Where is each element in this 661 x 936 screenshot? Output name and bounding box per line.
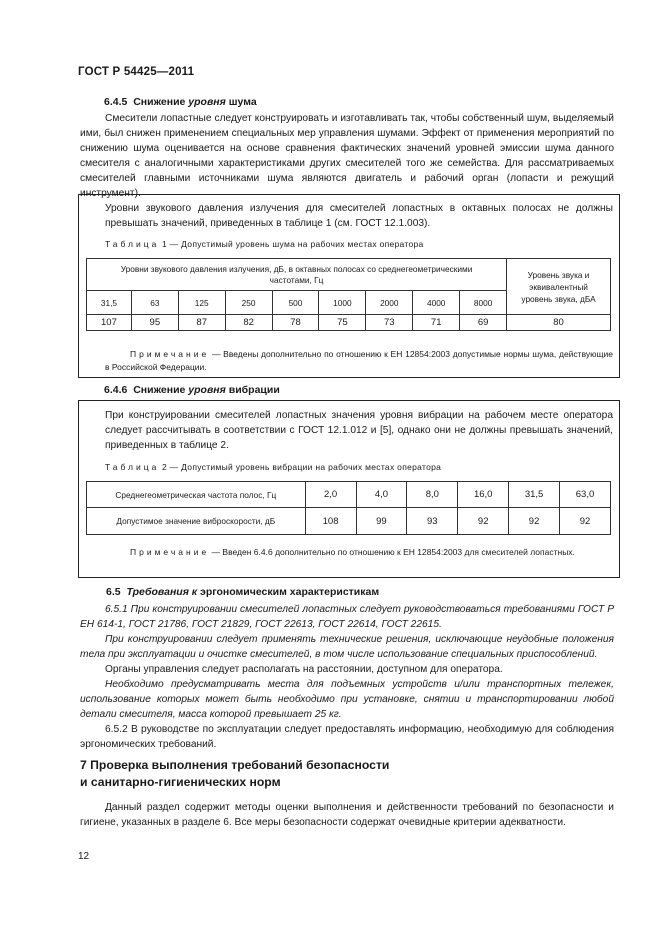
value-cell: 82: [225, 315, 272, 331]
freq-cell: 2,0: [305, 482, 356, 508]
row-label: Среднегеометрическая частота полос, Гц: [87, 482, 306, 508]
value-cell: 92: [458, 508, 509, 535]
heading-line: и санитарно-гигиенических норм: [80, 775, 281, 789]
freq-cell: 8000: [460, 291, 507, 315]
section-7-paragraph: [80, 800, 614, 830]
inserted-text-box-vibration: [78, 400, 620, 578]
heading-part: вибрации: [225, 384, 280, 396]
heading-part: Снижение: [133, 96, 189, 108]
note-rest: — Введены дополнительно по отношению к ЕН 12854:2003 допустимые нормы шума, действующие в Российской Федерации.: [105, 349, 613, 372]
value-cell: 99: [356, 508, 407, 535]
paragraph-text: Смесители лопастные следует конструировать и изготавливать так, чтобы собственный шум, выделяемый ими, был снижен применением специальных мер управления шумами. Эффект от применения мероприятий по снижению шума оценивается на основе сравнения фактических значений уровней эмиссии шума данного смесителя с аналогичными характеристиками других смесителей того же семейства. Для рассматриваемых смесителей главными источниками шума являются двигатель и рабочий орган (лопасти и режущий инструмент).: [80, 113, 614, 199]
total-level-cell: 80: [507, 315, 611, 331]
row-label: Допустимое значение виброскорости, дБ: [87, 508, 306, 535]
freq-cell: 63,0: [560, 482, 611, 508]
paragraph-6-5-1: 6.5.1 При конструировании смесителей лопастных следует руководствоваться требованиями ГОСТ Р ЕН 614-1, ГОСТ 21786, ГОСТ 21829, ГОСТ 22613, ГОСТ 22614, ГОСТ 22615.: [80, 604, 614, 630]
freq-cell: 4,0: [356, 482, 407, 508]
freq-cell: 8,0: [407, 482, 458, 508]
section-6-5-heading: [106, 586, 379, 598]
section-6-4-5-paragraph: [80, 111, 614, 201]
freq-cell: 31,5: [509, 482, 560, 508]
value-cell: 107: [87, 315, 132, 331]
freq-cell: 31,5: [87, 291, 132, 315]
heading-line: 7 Проверка выполнения требований безопасности: [80, 758, 390, 772]
value-cell: 69: [460, 315, 507, 331]
paragraph-body-positions: При конструировании следует применять технические решения, исключающие неудобные положения тела при эксплуатации и очистке смесителей, в том числе использование специальных приспособлений.: [80, 634, 614, 660]
section-6-5-body: [80, 602, 614, 752]
value-cell: 92: [509, 508, 560, 535]
freq-cell: 63: [131, 291, 178, 315]
heading-part: эргономическим характеристикам: [197, 586, 380, 598]
note-rest: — Введен 6.4.6 дополнительно по отношению к ЕН 12854:2003 для смесителей лопастных.: [209, 547, 575, 557]
freq-cell: 125: [178, 291, 225, 315]
box-text: [105, 408, 613, 453]
freq-cell: 2000: [366, 291, 413, 315]
paragraph-6-5-2: 6.5.2 В руководстве по эксплуатации следует предоставлять информацию, необходимую для соблюдения эргономических требований.: [80, 724, 614, 750]
table-2-vibration-levels: [86, 481, 611, 535]
table-1-head-right: Уровень звука и эквивалентный уровень звука, дБА: [507, 259, 611, 315]
heading-part-italic: уровня: [188, 96, 226, 108]
page-number: 12: [78, 851, 90, 862]
box-paragraph: Уровни звукового давления излучения для смесителей лопастных в октавных полосах не должны превышать значений, приведенных в таблице 1 (см. ГОСТ 12.1.003).: [105, 203, 613, 229]
freq-cell: 16,0: [458, 482, 509, 508]
value-cell: 78: [272, 315, 319, 331]
value-cell: 73: [366, 315, 413, 331]
heading-part: Снижение: [133, 384, 189, 396]
section-7-heading: [80, 757, 389, 791]
caption-rest: 2 — Допустимый уровень вибрации на рабочих местах оператора: [159, 462, 442, 472]
value-cell: 108: [305, 508, 356, 535]
table-2-note: [105, 546, 613, 559]
section-number: 6.4.5: [104, 96, 128, 108]
freq-cell: 500: [272, 291, 319, 315]
paragraph-controls: Органы управления следует располагать на расстоянии, доступном для оператора.: [105, 664, 503, 675]
caption-word: Таблица: [105, 462, 160, 472]
heading-part-italic: уровня: [188, 384, 226, 396]
value-cell: 75: [319, 315, 366, 331]
value-cell: 71: [413, 315, 460, 331]
note-word: Примечание: [130, 349, 210, 359]
section-number: 6.5: [106, 586, 121, 598]
table-2-caption: [105, 462, 441, 472]
table-2-frequency-row: [87, 482, 611, 508]
table-1-note: [105, 348, 613, 374]
heading-part-italic: Требования к: [126, 586, 198, 598]
freq-cell: 1000: [319, 291, 366, 315]
freq-cell: 250: [225, 291, 272, 315]
section-6-4-6-heading: [104, 384, 280, 396]
box-text: [105, 201, 613, 231]
note-word: Примечание: [130, 547, 210, 557]
section-6-4-5-heading: [104, 96, 257, 108]
box-paragraph: При конструировании смесителей лопастных значения уровня вибрации на рабочем месте оператора следует рассчитывать в соответствии с ГОСТ 12.1.012 и [5], однако они не должны превышать значений, приведенных в таблице 2.: [105, 410, 613, 451]
table-2-value-row: [87, 508, 611, 535]
freq-cell: 4000: [413, 291, 460, 315]
table-1-caption: [105, 239, 424, 249]
table-1-head-left: Уровни звукового давления излучения, дБ, в октавных полосах со среднегеометрическими частотами, Гц: [87, 259, 507, 291]
value-cell: 87: [178, 315, 225, 331]
paragraph-text: Данный раздел содержит методы оценки выполнения и действенности требований по безопасности и гигиене, указанных в разделе 6. Все меры безопасности содержат очевидные критерии адекватности.: [80, 802, 614, 828]
heading-part: шума: [225, 96, 257, 108]
table-1-noise-levels: [86, 258, 611, 331]
value-cell: 95: [131, 315, 178, 331]
caption-word: Таблица: [105, 239, 160, 249]
value-cell: 92: [560, 508, 611, 535]
value-cell: 93: [407, 508, 458, 535]
caption-rest: 1 — Допустимый уровень шума на рабочих местах оператора: [159, 239, 424, 249]
table-1-value-row: [87, 315, 611, 331]
section-number: 6.4.6: [104, 384, 128, 396]
document-header: ГОСТ Р 54425—2011: [78, 66, 195, 78]
inserted-text-box-noise: [78, 194, 620, 378]
paragraph-lifting-devices: Необходимо предусматривать места для подъемных устройств и/или транспортных тележек, использование которых может быть необходимо при установке, снятии и транспортировании любой детали смесителя, масса которой превышает 25 кг.: [80, 679, 614, 720]
